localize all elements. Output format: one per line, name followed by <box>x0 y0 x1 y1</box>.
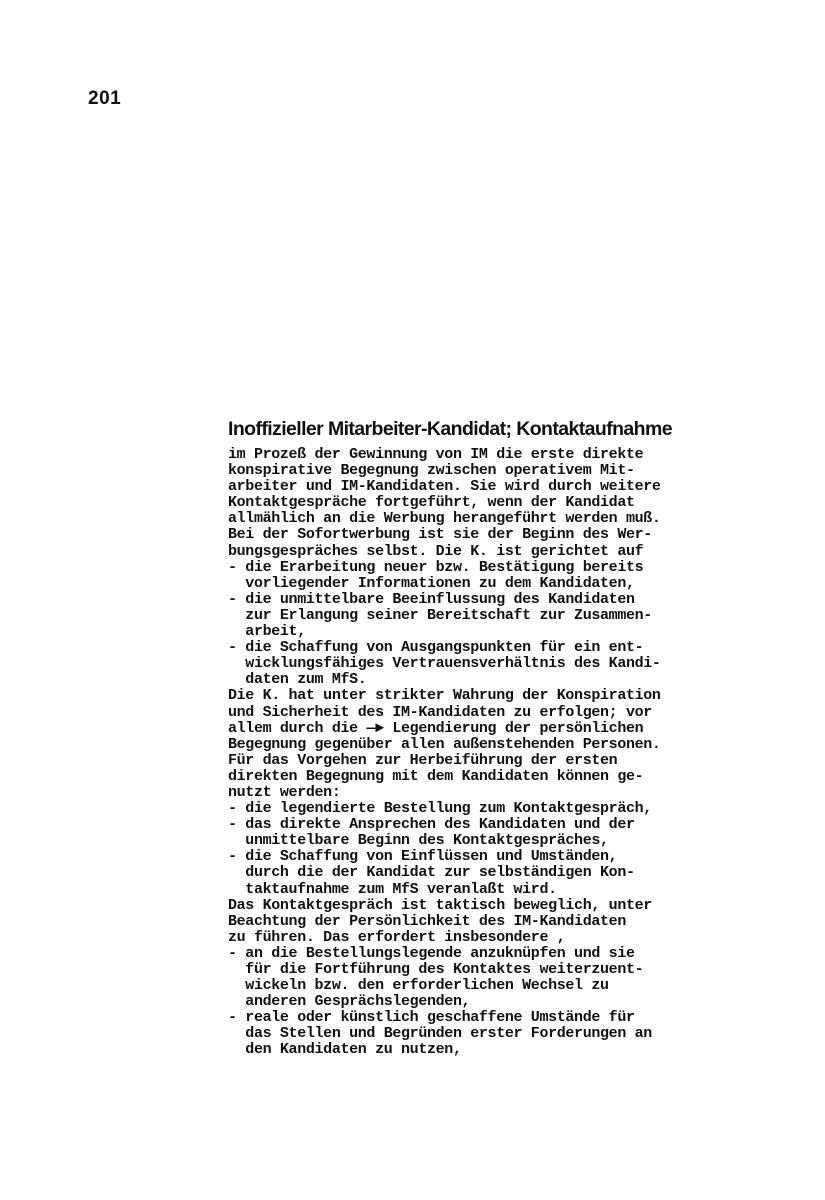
body-line: Für das Vorgehen zur Herbeiführung der ersten <box>228 751 618 769</box>
list-item-line: - die legendierte Bestellung zum Kontaktgespräch, <box>228 800 652 818</box>
list-item-line: zur Erlangung seiner Bereitschaft zur Zusammen- <box>228 606 652 624</box>
entry-title: Inoffizieller Mitarbeiter-Kandidat; Kontaktaufnahme <box>228 418 672 440</box>
body-line: Begegnung gegenüber allen außenstehenden Personen. <box>228 735 661 753</box>
body-line: bungsgespräches selbst. Die K. ist gerichtet auf <box>228 542 644 560</box>
body-line: zu führen. Das erfordert insbesondere , <box>228 928 566 946</box>
body-line: Kontaktgespräche fortgeführt, wenn der Kandidat <box>228 494 635 512</box>
dictionary-entry <box>228 418 748 1059</box>
body-line: Das Kontaktgespräch ist taktisch beweglich, unter <box>228 896 652 914</box>
list-item-line: den Kandidaten zu nutzen, <box>228 1041 462 1059</box>
list-item-line: - das direkte Ansprechen des Kandidaten und der <box>228 816 635 834</box>
body-line: und Sicherheit des IM-Kandidaten zu erfolgen; vor <box>228 703 652 721</box>
list-item-line: - an die Bestellungslegende anzuknüpfen und sie <box>228 944 635 962</box>
list-item-line: anderen Gesprächslegenden, <box>228 993 471 1011</box>
body-line: konspirative Begegnung zwischen operativem Mit- <box>228 462 635 480</box>
list-item-line: unmittelbare Beginn des Kontaktgespräches, <box>228 832 609 850</box>
body-line: Die K. hat unter strikter Wahrung der Konspiration <box>228 687 661 705</box>
body-line: arbeiter und IM-Kandidaten. Sie wird durch weitere <box>228 478 661 496</box>
list-item-line: vorliegender Informationen zu dem Kandidaten, <box>228 574 635 592</box>
list-item-line: - die Schaffung von Einflüssen und Umständen, <box>228 848 618 866</box>
list-item-line: wickeln bzw. den erforderlichen Wechsel zu <box>228 977 609 995</box>
body-line: Beachtung der Persönlichkeit des IM-Kandidaten <box>228 912 626 930</box>
list-item-line: wicklungsfähiges Vertrauensverhältnis des Kandi- <box>228 655 661 673</box>
list-item-line: durch die der Kandidat zur selbständigen Kon- <box>228 864 635 882</box>
list-item-line: - die Schaffung von Ausgangspunkten für ein ent- <box>228 639 644 657</box>
body-line: Bei der Sofortwerbung ist sie der Beginn des Wer- <box>228 526 652 544</box>
body-line: direkten Begegnung mit dem Kandidaten können ge- <box>228 767 644 785</box>
body-line: allmählich an die Werbung herangeführt werden muß. <box>228 510 661 528</box>
cross-reference-line: allem durch die —► Legendierung der persönlichen <box>228 719 644 737</box>
body-line: im Prozeß der Gewinnung von IM die erste direkte <box>228 446 644 463</box>
page-number: 201 <box>88 88 122 109</box>
list-item-line: taktaufnahme zum MfS veranlaßt wird. <box>228 880 557 898</box>
body-line: nutzt werden: <box>228 783 341 801</box>
list-item-line: - reale oder künstlich geschaffene Umstände für <box>228 1009 635 1027</box>
list-item-line: daten zum MfS. <box>228 671 367 689</box>
list-item-line: - die Erarbeitung neuer bzw. Bestätigung bereits <box>228 558 644 576</box>
list-item-line: das Stellen und Begründen erster Forderungen an <box>228 1025 652 1043</box>
list-item-line: für die Fortführung des Kontaktes weiterzuent- <box>228 961 644 978</box>
entry-body <box>228 447 748 1059</box>
list-item-line: - die unmittelbare Beeinflussung des Kandidaten <box>228 590 635 608</box>
list-item-line: arbeit, <box>228 623 306 641</box>
